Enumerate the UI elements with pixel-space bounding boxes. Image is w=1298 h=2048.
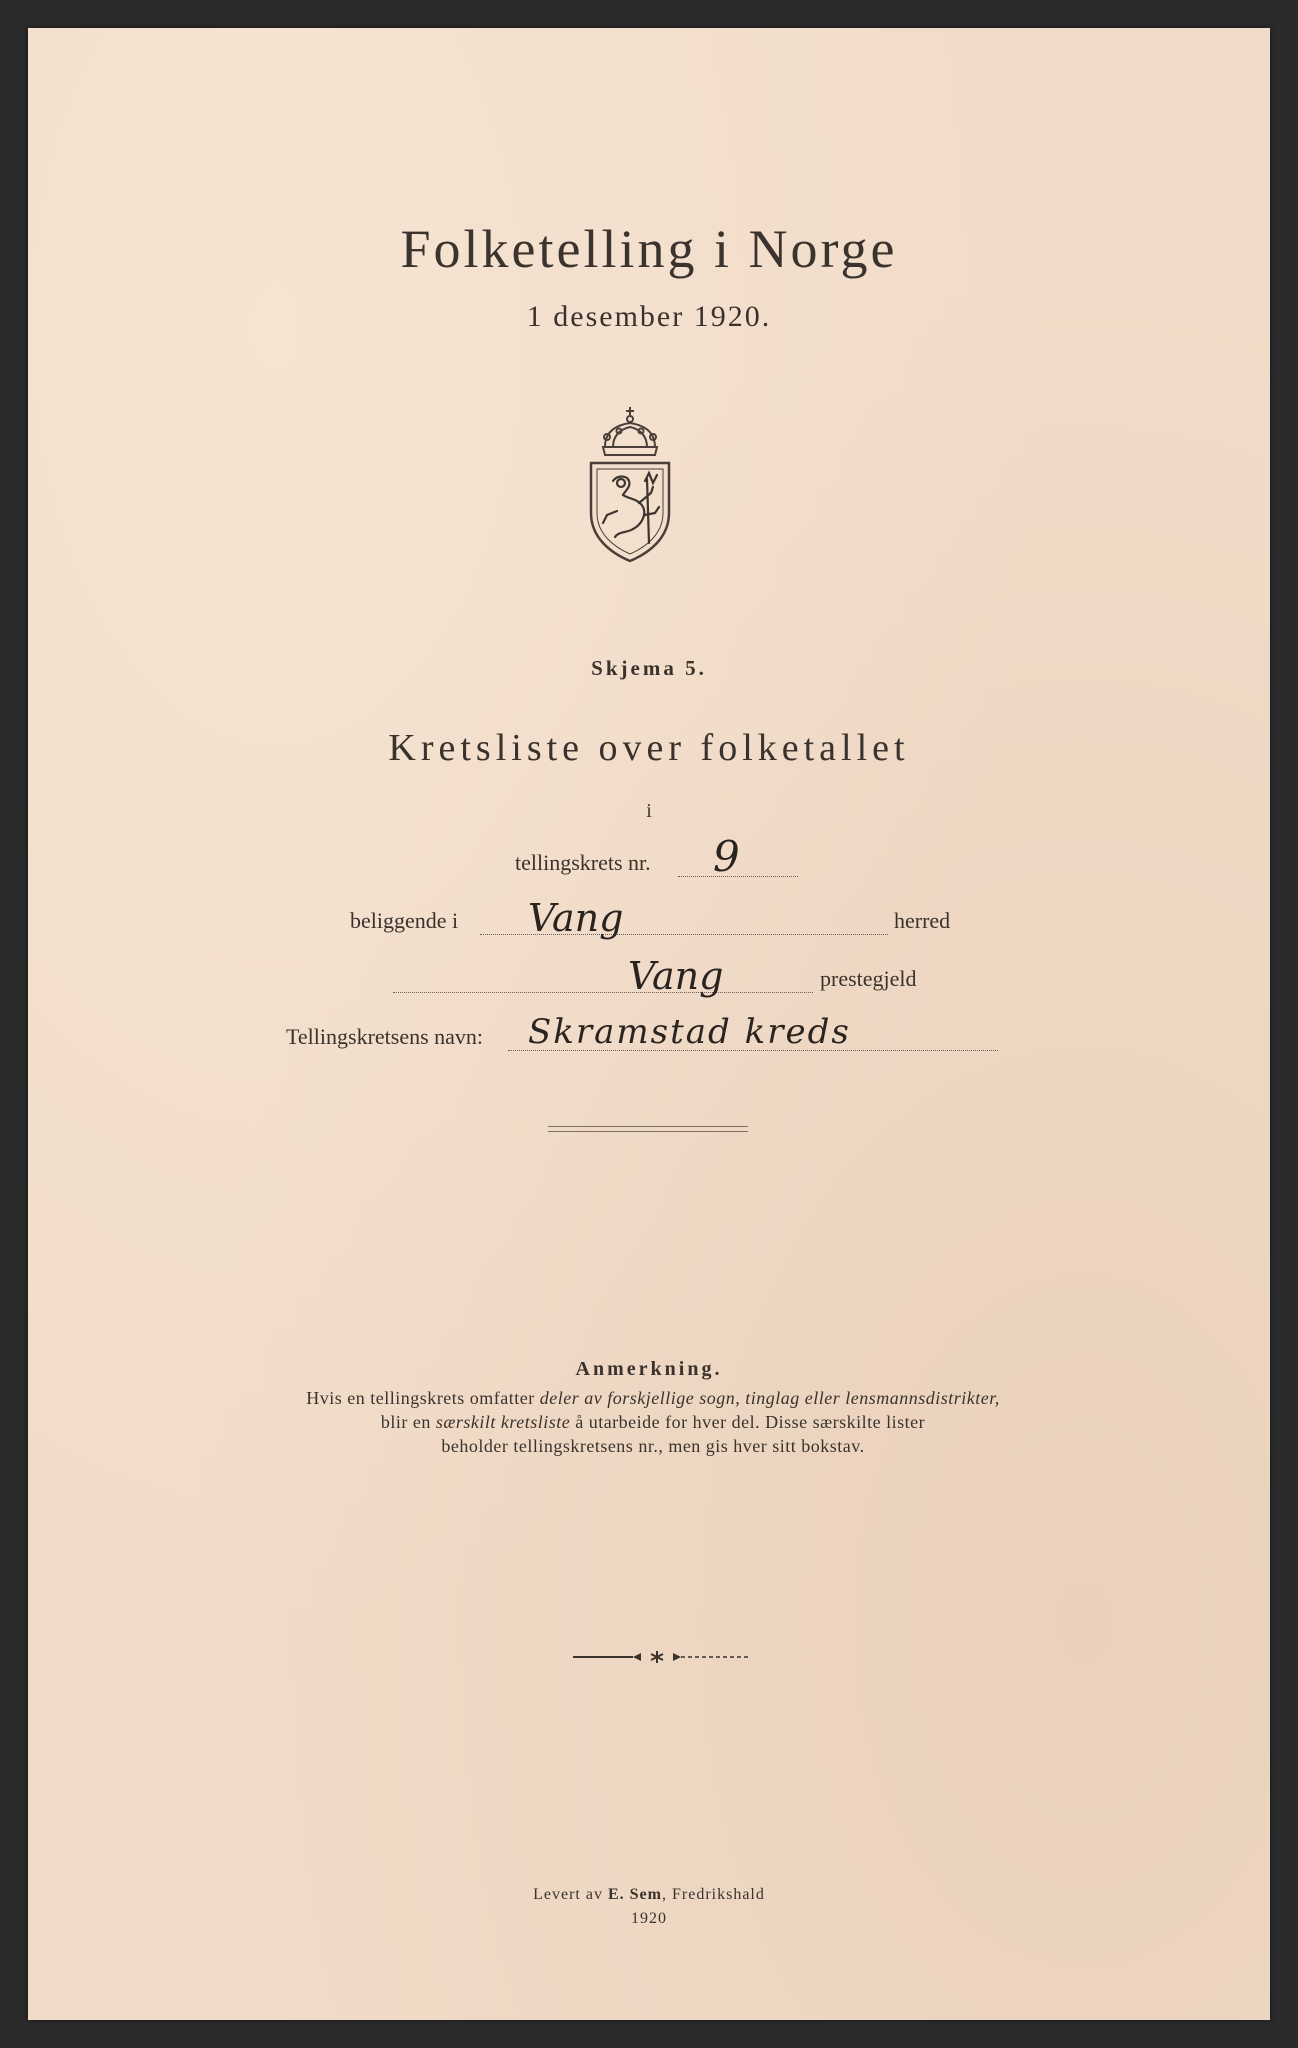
krets-number-value: 9 xyxy=(713,832,740,881)
prestegjeld-value: Vang xyxy=(628,954,724,998)
note-line-2-text-a: blir en xyxy=(380,1412,436,1432)
prestegjeld-line xyxy=(393,992,813,993)
location-label: beliggende i xyxy=(350,908,459,933)
star-ornament-icon xyxy=(573,1650,753,1664)
prestegjeld-label: prestegjeld xyxy=(820,966,917,991)
census-date: 1 desember 1920. xyxy=(526,300,772,333)
connector-word: i xyxy=(646,800,652,822)
district-name-label: Tellingskretsens navn: xyxy=(286,1024,484,1049)
district-name-value: Skramstad kreds xyxy=(528,1012,851,1052)
note-line-2-text-b: å utarbeide for hver del. Disse særskilte lister xyxy=(570,1412,926,1432)
norwegian-coat-of-arms-icon xyxy=(583,403,678,563)
note-heading: Anmerkning. xyxy=(575,1358,723,1380)
page-title: Folketelling i Norge xyxy=(400,219,898,279)
note-line-3: beholder tellingskretsens nr., men gis hver sitt bokstav. xyxy=(441,1436,865,1456)
printer-location: , Fredrikshald xyxy=(661,1886,765,1903)
printer-prefix: Levert av xyxy=(533,1886,608,1903)
section-divider xyxy=(548,1126,748,1132)
note-line-2 xyxy=(178,1410,1128,1434)
printer-year: 1920 xyxy=(631,1910,667,1927)
herred-label: herred xyxy=(894,908,951,933)
note-line-1 xyxy=(178,1386,1128,1410)
krets-number-label: tellingskrets nr. xyxy=(515,850,651,875)
printer-name: E. Sem xyxy=(607,1886,662,1903)
form-heading: Kretsliste over folketallet xyxy=(388,727,910,769)
printer-credit xyxy=(28,1886,1270,1904)
note-body xyxy=(178,1386,1128,1458)
note-line-1-text: Hvis en tellingskrets omfatter xyxy=(306,1388,540,1408)
herred-value: Vang xyxy=(528,896,624,940)
note-line-2-emphasis: særskilt kretsliste xyxy=(435,1412,571,1432)
note-line-1-emphasis: deler av forskjellige sogn, tinglag eller lensmannsdistrikter, xyxy=(539,1388,1000,1408)
census-form-page xyxy=(28,28,1270,2020)
form-number: Skjema 5. xyxy=(591,656,707,680)
